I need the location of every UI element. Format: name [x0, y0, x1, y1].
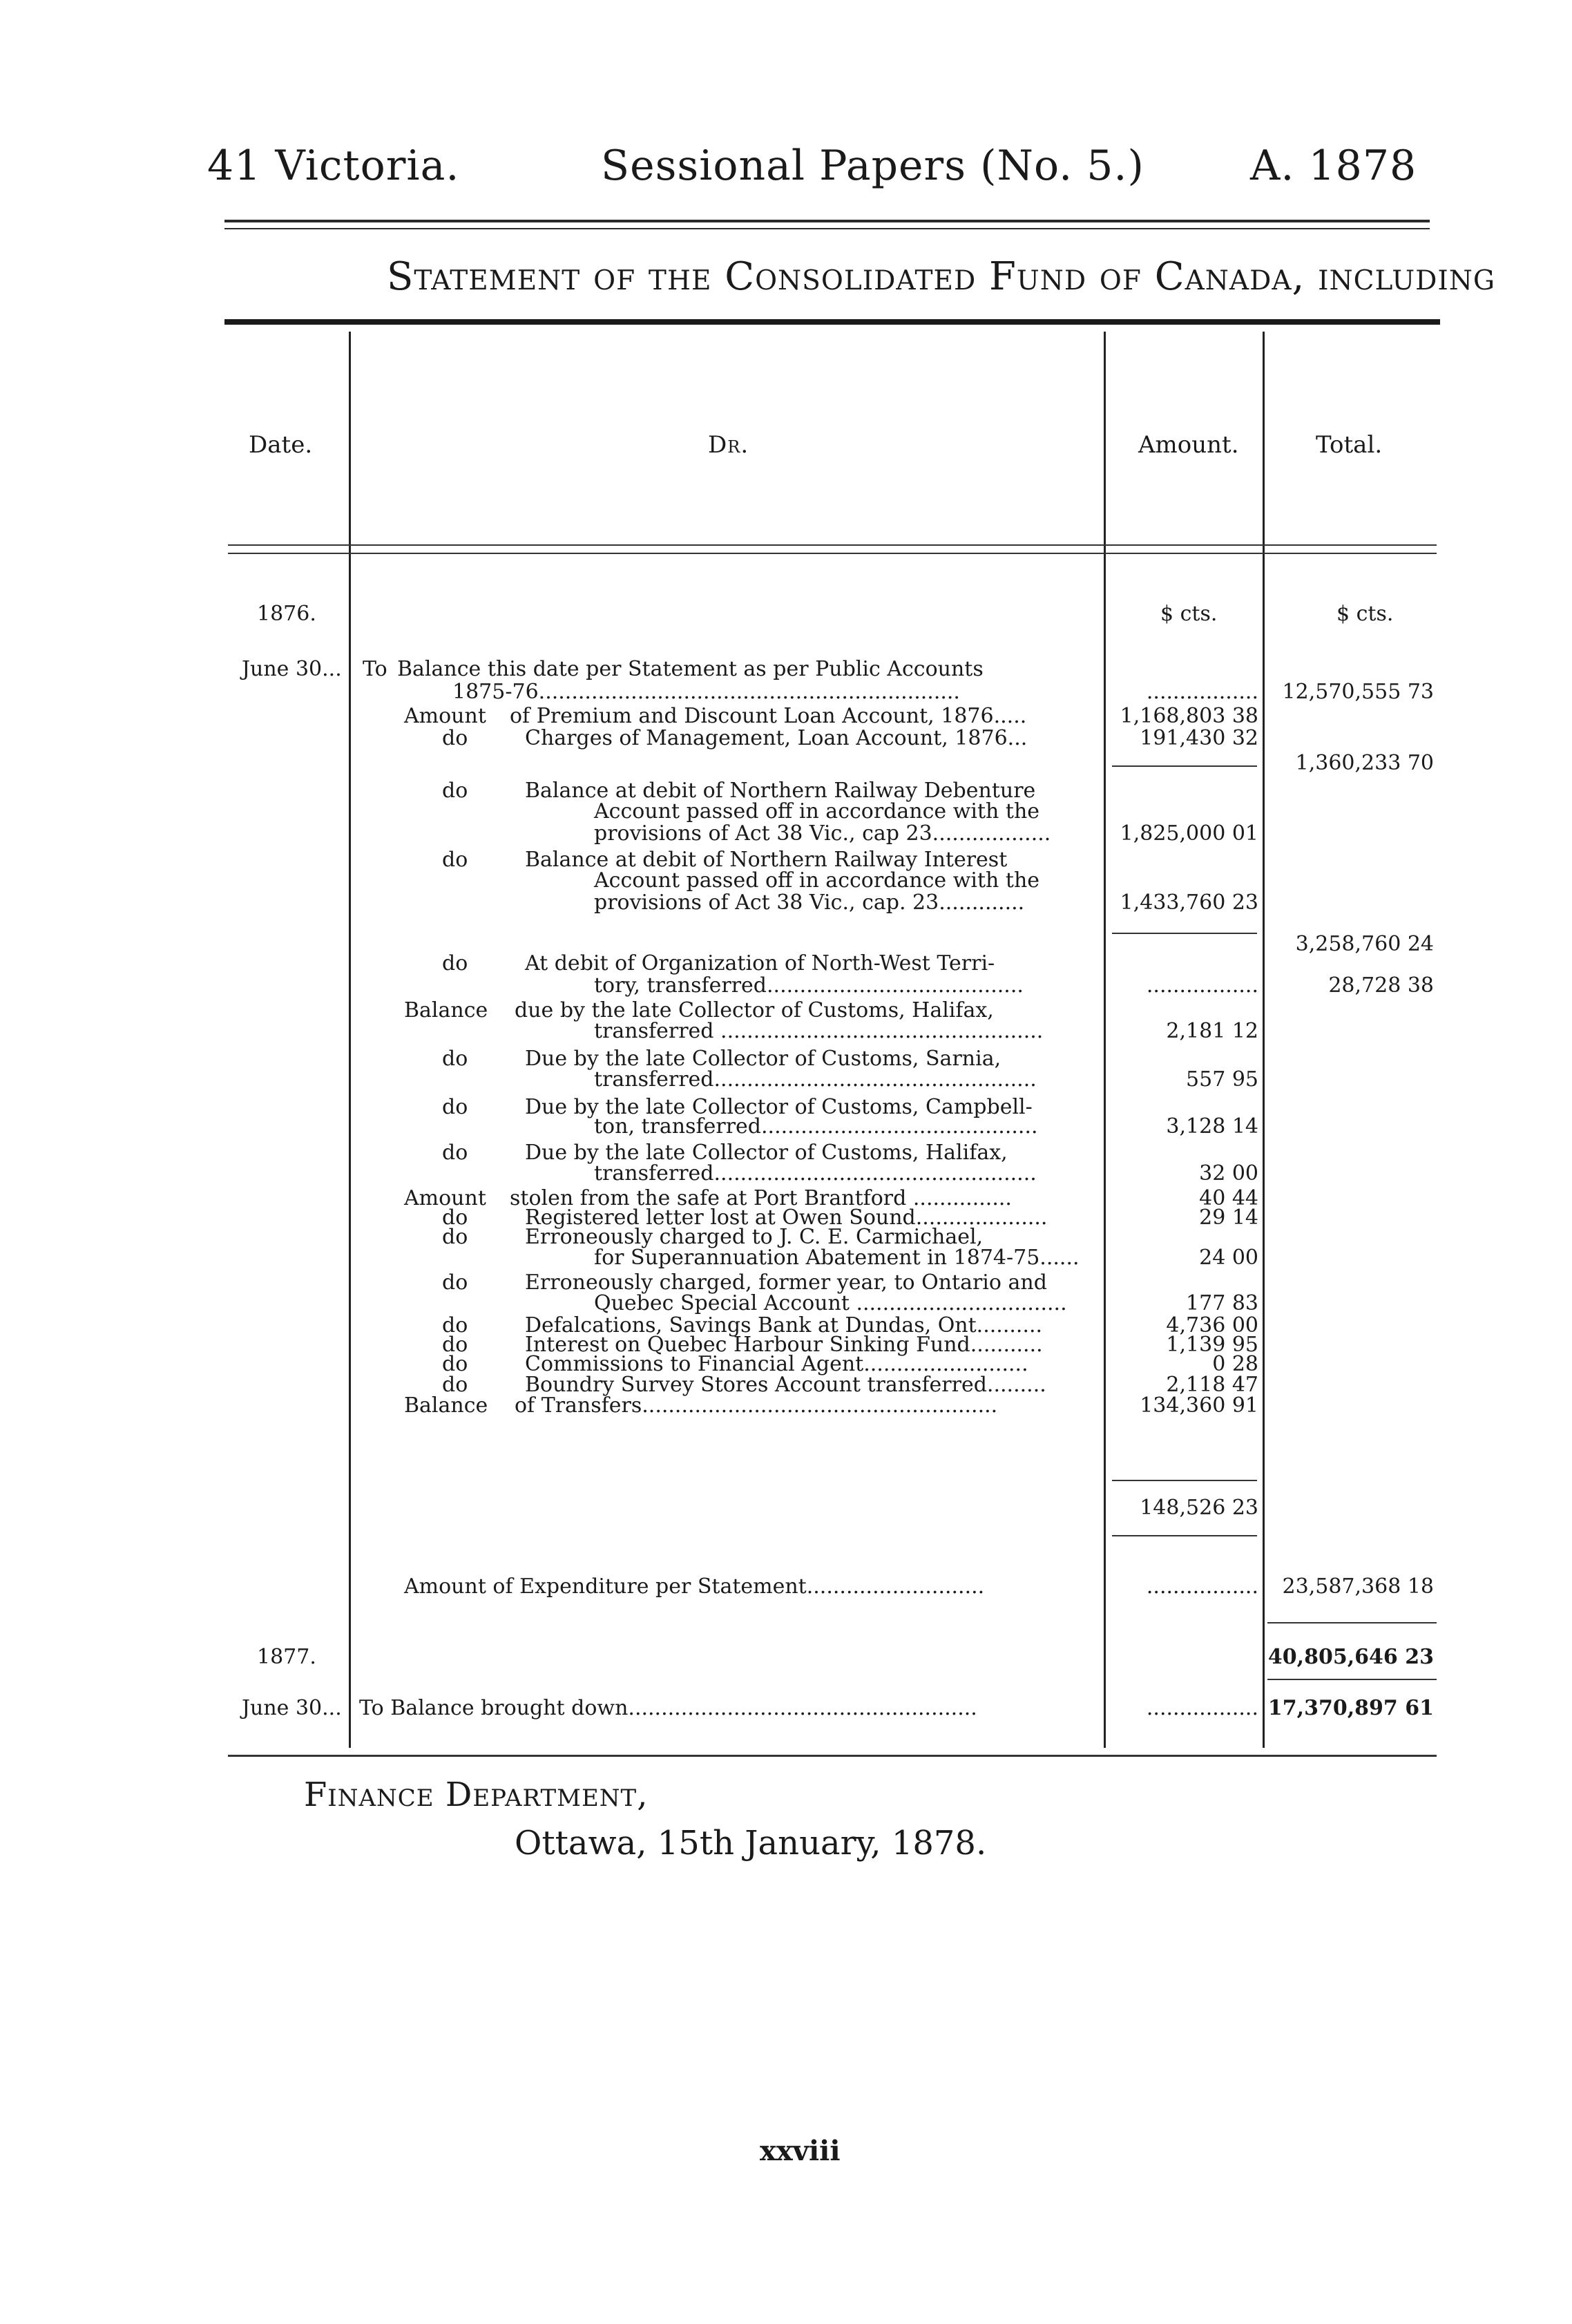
grand-total: 40,805,646 23 [1267, 1645, 1434, 1669]
brought-down-text: To Balance brought down..................................................... [359, 1696, 977, 1720]
header-rule [224, 220, 1430, 222]
header-bottom-rule [228, 544, 1437, 546]
line-lead: do [442, 726, 468, 750]
line-text: Due by the late Collector of Customs, Campbell- [525, 1095, 1033, 1119]
finance-department: Finance Department, [304, 1775, 649, 1814]
line-text: provisions of Act 38 Vic., cap. 23............. [594, 890, 1025, 915]
line-text: Charges of Management, Loan Account, 1876... [525, 726, 1028, 750]
line-lead: do [442, 951, 468, 975]
line-amount: 1,433,760 23 [1120, 890, 1258, 915]
line-amount: 1,168,803 38 [1120, 704, 1258, 728]
line-text: Balance at debit of Northern Railway Debenture [525, 779, 1036, 803]
line-text: Erroneously charged to J. C. E. Carmichael, [525, 1225, 984, 1249]
line-amount: 2,181 12 [1166, 1019, 1258, 1043]
line-amount: 24 00 [1199, 1246, 1258, 1270]
line-lead: do [442, 1333, 468, 1357]
line-text: Commissions to Financial Agent......................... [525, 1352, 1028, 1376]
line-text: Erroneously charged, former year, to Ontario and [525, 1270, 1047, 1295]
header-center: Sessional Papers (No. 5.) [601, 142, 1144, 190]
expenditure-total: 23,587,368 18 [1282, 1574, 1434, 1599]
line-text: of Premium and Discount Loan Account, 1876..... [510, 704, 1027, 728]
line-text: stolen from the safe at Port Brantford ............... [510, 1186, 1012, 1210]
col-header-total: Total. [1316, 431, 1383, 459]
line-text: Boundry Survey Stores Account transferred......... [525, 1373, 1046, 1397]
line-amount: 40 44 [1199, 1186, 1258, 1210]
line-lead: do [442, 848, 468, 872]
line-text: Due by the late Collector of Customs, Sarnia, [525, 1047, 1001, 1071]
table-bottom-rule [228, 1755, 1437, 1757]
line-amount: 0 28 [1212, 1352, 1258, 1376]
line-amount: 4,736 00 [1166, 1313, 1258, 1337]
line-text: Quebec Special Account ................................ [594, 1291, 1067, 1315]
expenditure-amount: ................. [1146, 1574, 1258, 1599]
line-lead: Amount [404, 704, 486, 728]
transfers-rule-2 [1112, 1535, 1257, 1536]
line-amount: 2,118 47 [1166, 1373, 1258, 1397]
line-amount: ................. [1146, 973, 1258, 998]
amount-unit: $ cts. [1160, 602, 1218, 626]
line-text: tory, transferred....................................... [594, 973, 1024, 998]
line-lead: do [442, 1206, 468, 1230]
line-lead: do [442, 1373, 468, 1397]
line-text: Account passed off in accordance with the [594, 799, 1040, 823]
expenditure-text: Amount of Expenditure per Statement........................... [404, 1574, 985, 1599]
table-top-rule [224, 319, 1440, 325]
statement-title: Statement of the Consolidated Fund of Canada, including [387, 254, 1496, 299]
line-total: 28,728 38 [1328, 973, 1434, 998]
brought-down-amount: ................. [1146, 1696, 1258, 1720]
line-total: 12,570,555 73 [1282, 680, 1434, 704]
line-lead: do [442, 1352, 468, 1376]
subtotal-rule-2 [1112, 933, 1257, 934]
col-header-date: Date. [249, 431, 313, 459]
line-amount: 134,360 91 [1140, 1393, 1258, 1418]
line-text: At debit of Organization of North-West Terri- [525, 951, 995, 975]
subtotal-rule-1 [1112, 765, 1257, 767]
brought-down-date: June 30... [242, 1696, 342, 1720]
line-text: Defalcations, Savings Bank at Dundas, Ont.......... [525, 1313, 1043, 1337]
header-right: A. 1878 [1250, 142, 1417, 190]
line-text: transferred ................................................. [594, 1019, 1044, 1043]
line-lead: do [442, 1225, 468, 1249]
line-text: Balance at debit of Northern Railway Interest [525, 848, 1008, 872]
page-folio: xxviii [760, 2135, 841, 2167]
transfers-rule [1112, 1480, 1257, 1481]
total-unit: $ cts. [1336, 602, 1394, 626]
line-text: due by the late Collector of Customs, Halifax, [515, 998, 994, 1022]
grand-total-rule [1267, 1622, 1437, 1623]
line-amount: 32 00 [1199, 1161, 1258, 1185]
line-amount: 1,139 95 [1166, 1333, 1258, 1357]
header-bottom-rule-2 [228, 553, 1437, 554]
line-lead: To [363, 657, 387, 681]
line-amount: 191,430 32 [1140, 726, 1258, 750]
header-rule-thin [224, 228, 1430, 229]
line-text: transferred................................................. [594, 1067, 1037, 1092]
line-total: 1,360,233 70 [1295, 751, 1434, 775]
line-lead: do [442, 779, 468, 803]
place-date: Ottawa, 15th January, 1878. [515, 1824, 987, 1863]
line-text: Balance this date per Statement as per Public Accounts [397, 657, 984, 681]
transfers-sum: 148,526 23 [1140, 1496, 1258, 1520]
line-amount: 557 95 [1186, 1067, 1258, 1092]
line-amount: ................. [1146, 680, 1258, 704]
line-text: for Superannuation Abatement in 1874-75...... [594, 1246, 1080, 1270]
line-date: June 30... [242, 657, 342, 681]
line-amount: 177 83 [1186, 1291, 1258, 1315]
line-total: 3,258,760 24 [1295, 932, 1434, 956]
line-lead: Balance [404, 1393, 488, 1418]
line-text: Account passed off in accordance with the [594, 868, 1040, 893]
year-1876: 1876. [257, 602, 316, 626]
line-lead: Balance [404, 998, 488, 1022]
line-text: ton, transferred.......................................... [594, 1114, 1038, 1139]
line-lead: do [442, 1141, 468, 1165]
line-lead: Amount [404, 1186, 486, 1210]
line-text: 1875-76................................................................ [452, 680, 960, 704]
line-text: of Transfers...................................................... [515, 1393, 998, 1418]
line-amount: 3,128 14 [1166, 1114, 1258, 1139]
line-lead: do [442, 1095, 468, 1119]
line-text: provisions of Act 38 Vic., cap 23.................. [594, 821, 1051, 846]
col-header-amount: Amount. [1138, 431, 1239, 459]
line-text: Registered letter lost at Owen Sound.................... [525, 1206, 1048, 1230]
line-amount: 1,825,000 01 [1120, 821, 1258, 846]
col-header-dr: Dr. [708, 431, 749, 459]
line-lead: do [442, 1270, 468, 1295]
line-text: Due by the late Collector of Customs, Halifax, [525, 1141, 1008, 1165]
line-amount: 29 14 [1199, 1206, 1258, 1230]
header-left: 41 Victoria. [207, 142, 460, 190]
year-1877: 1877. [257, 1645, 316, 1669]
line-text: transferred................................................. [594, 1161, 1037, 1185]
grand-total-rule-2 [1267, 1679, 1437, 1680]
brought-down-total: 17,370,897 61 [1267, 1696, 1434, 1720]
line-lead: do [442, 1047, 468, 1071]
line-lead: do [442, 1313, 468, 1337]
line-text: Interest on Quebec Harbour Sinking Fund........... [525, 1333, 1043, 1357]
